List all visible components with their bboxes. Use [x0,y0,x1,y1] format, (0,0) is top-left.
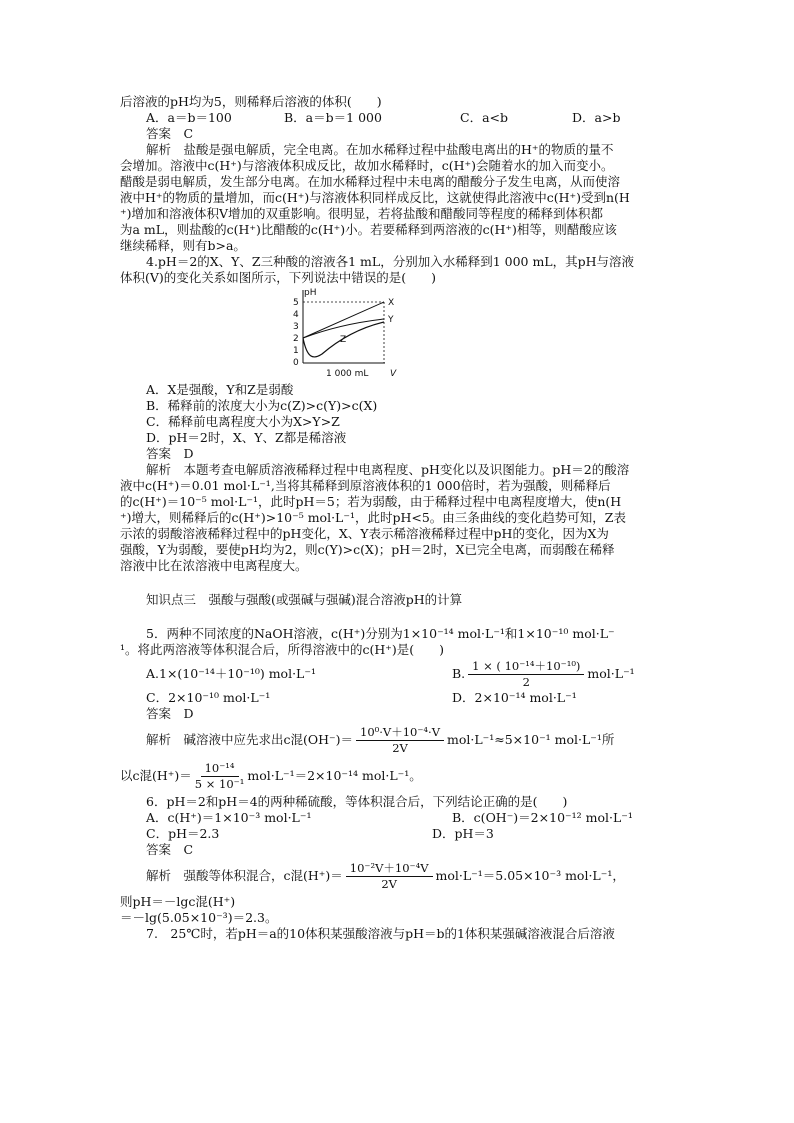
q5-stem-line: 5．两种不同浓度的NaOH溶液，c(H⁺)分别为1×10⁻¹⁴ mol·L⁻¹和1×10⁻¹⁰ mol·L⁻ [146,626,615,641]
q6-analysis-text: 解析 强酸等体积混合，c混(H⁺)＝ [146,868,343,883]
q4-analysis-line: ⁺)增大，则稀释后的c(H⁺)>10⁻⁵ mol·L⁻¹，此时pH<5。由三条曲线的变化趋势可知，Z表 [120,510,626,525]
q6-options-cd [120,826,678,842]
curve-x [303,302,384,338]
q6-analysis-line: 则pH＝－lgc混(H⁺) [120,894,236,909]
q3-option-c: C．a<b [460,110,508,125]
q5-analysis-fraction [356,725,444,756]
q5-analysis-line [120,758,678,794]
q6-analysis-fraction [346,861,433,892]
q3-option-d: D．a>b [572,110,621,125]
q3-option-b: B．a＝b＝1 000 [284,110,382,125]
q4-option-d: D．pH＝2时，X、Y、Z都是稀溶液 [146,430,347,445]
q3-analysis-line: 解析 盐酸是强电解质，完全电离。在加水稀释过程中盐酸电离出的H⁺的物质的量不 [146,142,614,157]
q6-stem: 6．pH＝2和pH＝4的两种稀硫酸，等体积混合后，下列结论正确的是( ) [146,794,568,809]
q3-option-a: A．a＝b＝100 [146,110,232,125]
q5-option-b [452,659,635,690]
q4-stem-line: 4.pH＝2的X、Y、Z三种酸的溶液各1 mL，分别加入水稀释到1 000 mL，其pH与溶液 [146,254,635,269]
ytick-label: 4 [293,310,299,320]
fraction-numerator: 10⁰·V＋10⁻⁴·V [356,725,444,741]
ytick-label: 1 [293,346,299,356]
figure-ylabel: pH [304,288,317,298]
q5-options-cd [120,690,678,706]
q3-analysis-line: ⁺)增加和溶液体积V增加的双重影响。很明显，若将盐酸和醋酸同等程度的稀释到体积都 [120,206,604,221]
xtick-label: 1 000 mL [326,369,369,379]
q5-option-b-label: B. [452,666,466,681]
q6-option-c: C．pH＝2.3 [146,826,220,841]
q5-analysis-fraction [195,761,245,792]
q4-answer: 答案 D [146,446,194,461]
ytick-label: 3 [293,322,299,332]
q4-analysis-line: 示浓的弱酸溶液稀释过程中的pH变化，X、Y表示稀溶液稀释过程中pH的变化，因为X为 [120,526,609,541]
ytick-label: 2 [293,334,299,344]
q4-analysis-line: 液中c(H⁺)＝0.01 mol·L⁻¹,当将其稀释到原溶液体积的1 000倍时，若为强酸，则稀释后 [120,478,611,493]
q3-analysis-line: 会增加。溶液中c(H⁺)与溶液体积成反比，故加水稀释时，c(H⁺)会随着水的加入而变小。 [120,158,614,173]
q3-options [120,110,678,126]
q4-analysis-line: 的c(H⁺)＝10⁻⁵ mol·L⁻¹，此时pH＝5；若为弱酸，由于稀释过程中电离程度增大，使n(H [120,494,622,509]
q3-stem-tail: 后溶液的pH均为5，则稀释后溶液的体积( ) [120,94,382,109]
fraction-numerator: 1 × ( 10⁻¹⁴＋10⁻¹⁰) [468,659,584,675]
fraction-denominator: 5 × 10⁻¹ [194,776,245,791]
q5-option-b-fraction [468,659,584,690]
q5-option-a: A.1×(10⁻¹⁴＋10⁻¹⁰) mol·L⁻¹ [146,666,316,681]
document-page [120,94,678,942]
q4-option-a: A．X是强酸，Y和Z是弱酸 [146,382,294,397]
q6-analysis-line: ＝－lg(5.05×10⁻³)＝2.3。 [120,910,278,925]
section-heading: 知识点三 强酸与强酸(或强碱与强碱)混合溶液pH的计算 [146,592,463,607]
fraction-denominator: 2V [381,876,397,891]
q5-answer: 答案 D [146,706,194,721]
q4-analysis-line: 溶液中比在浓溶液中电离程度大。 [120,558,308,573]
q4-analysis-line: 解析 本题考查电解质溶液稀释过程中电离程度、pH变化以及识图能力。pH＝2的酸溶 [146,462,630,477]
figure-xlabel: V [390,369,397,379]
q3-analysis-line: 醋酸是弱电解质，发生部分电离。在加水稀释过程中未电离的醋酸分子发生电离，从而使溶 [120,174,621,189]
q6-answer: 答案 C [146,842,194,857]
q5-analysis-text: mol·L⁻¹＝2×10⁻¹⁴ mol·L⁻¹。 [247,768,422,783]
q6-options-ab [120,810,678,826]
curve-label-y: Y [388,315,394,325]
curve-label-x: X [388,298,395,308]
ytick-label: 5 [293,298,299,308]
fraction-numerator: 10⁻²V＋10⁻⁴V [346,861,433,877]
q4-stem-line: 体积(V)的变化关系如图所示，下列说法中错误的是( ) [120,270,437,285]
q6-option-d: D．pH＝3 [432,826,494,841]
ytick-label: 0 [293,358,299,368]
q6-option-b: B．c(OH⁻)＝2×10⁻¹² mol·L⁻¹ [452,810,633,825]
q6-analysis-text: mol·L⁻¹＝5.05×10⁻³ mol·L⁻¹， [435,868,625,883]
q5-option-c: C．2×10⁻¹⁰ mol·L⁻¹ [146,690,271,705]
q5-analysis-text: 以c混(H⁺)＝ [120,768,192,783]
q4-option-b: B．稀释前的浓度大小为c(Z)>c(Y)>c(X) [146,398,378,413]
q6-option-a: A．c(H⁺)＝1×10⁻³ mol·L⁻¹ [146,810,312,825]
q6-analysis-line [120,858,678,894]
curve-label-z: Z [340,335,347,345]
fraction-numerator: 10⁻¹⁴ [201,761,239,777]
fraction-denominator: 2 [522,674,530,689]
q3-analysis-line: 液中H⁺的物质的量增加，而c(H⁺)与溶液体积同样成反比，这就使得此溶液中c(H⁺)受到n(H [120,190,630,205]
q5-option-b-unit: mol·L⁻¹ [587,666,635,681]
q5-analysis-text: mol·L⁻¹≈5×10⁻¹ mol·L⁻¹所 [447,732,615,747]
q3-answer: 答案 C [146,126,194,141]
q4-ph-volume-figure [280,286,530,379]
fraction-denominator: 2V [392,740,408,755]
q7-stem: 7. 25℃时，若pH＝a的10体积某强酸溶液与pH＝b的1体积某强碱溶液混合后溶液 [146,926,615,941]
q4-option-c: C．稀释前电离程度大小为X>Y>Z [146,414,340,429]
q5-analysis-line [120,722,678,758]
q5-option-d: D．2×10⁻¹⁴ mol·L⁻¹ [452,690,577,705]
q3-analysis-line: 为a mL，则盐酸的c(H⁺)比醋酸的c(H⁺)小。若要稀释到两溶液的c(H⁺)相等，则醋酸应该 [120,222,617,237]
q5-analysis-text: 解析 碱溶液中应先求出c混(OH⁻)＝ [146,732,354,747]
q4-analysis-line: 强酸，Y为弱酸，要使pH均为2，则c(Y)>c(X)；pH＝2时，X已完全电离，而弱酸在稀释 [120,542,615,557]
q3-analysis-line: 继续稀释，则有b>a。 [120,238,246,253]
q5-options-ab [120,658,678,690]
q5-stem-line: ¹。将此两溶液等体积混合后，所得溶液中的c(H⁺)是( ) [120,642,445,657]
